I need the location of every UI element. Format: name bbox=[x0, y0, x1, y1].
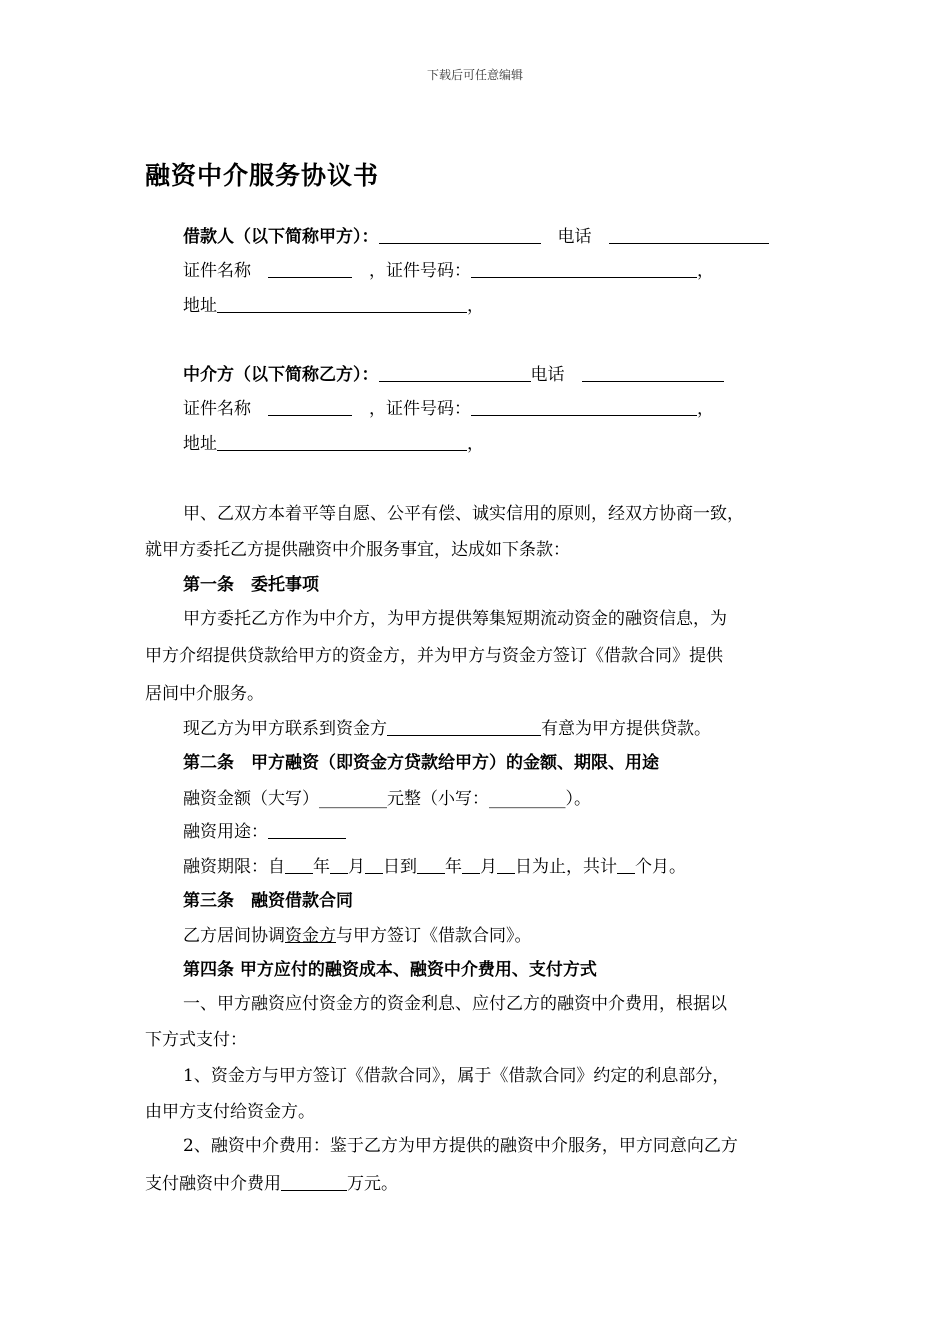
article-4-text: 由甲方支付给资金方。 bbox=[145, 1102, 315, 1122]
fee-text-after: 万元。 bbox=[347, 1174, 398, 1194]
party-b-line bbox=[183, 363, 724, 387]
party-b-address-field[interactable] bbox=[217, 432, 467, 451]
party-a-id-number-label: ，证件号码： bbox=[369, 261, 471, 281]
end-month-field[interactable] bbox=[462, 855, 480, 874]
period-text: 融资期限：自 bbox=[183, 857, 285, 877]
article-4-text: 下方式支付： bbox=[145, 1030, 247, 1050]
party-a-id-number-field[interactable] bbox=[471, 259, 697, 278]
article-3-heading: 第三条 融资借款合同 bbox=[183, 891, 353, 911]
party-b-id-number-label: ，证件号码： bbox=[369, 399, 471, 419]
period-text: 年 bbox=[313, 857, 330, 877]
party-a-id-type-label: 证件名称 bbox=[183, 261, 251, 281]
article-1-heading: 第一条 委托事项 bbox=[183, 575, 319, 595]
party-b-label: 中介方（以下简称乙方）： bbox=[183, 365, 379, 385]
party-b-id-type-label: 证件名称 bbox=[183, 399, 251, 419]
party-b-name-field[interactable] bbox=[379, 363, 531, 382]
period-text: 年 bbox=[445, 857, 462, 877]
financing-period-line bbox=[183, 855, 686, 879]
party-a-phone-field[interactable] bbox=[609, 225, 769, 244]
party-b-address-label: 地址 bbox=[183, 434, 217, 454]
article-1-funder-before: 现乙方为甲方联系到资金方 bbox=[183, 719, 387, 739]
party-a-address-line bbox=[183, 294, 484, 318]
intro-line-1: 甲、乙双方本着平等自愿、公平有偿、诚实信用的原则，经双方协商一致， bbox=[183, 504, 744, 524]
party-a-label: 借款人（以下简称甲方）： bbox=[183, 227, 379, 247]
funder-name-field[interactable] bbox=[387, 717, 541, 736]
article-4-text: 一、甲方融资应付资金方的资金利息、应付乙方的融资中介费用，根据以 bbox=[183, 994, 727, 1014]
article-4-fee-line bbox=[145, 1172, 398, 1196]
comma: ， bbox=[467, 296, 484, 316]
party-a-name-field[interactable] bbox=[379, 225, 541, 244]
financing-purpose-field[interactable] bbox=[268, 820, 346, 839]
article-1-funder-line bbox=[183, 717, 711, 741]
end-year-field[interactable] bbox=[417, 855, 445, 874]
comma: ， bbox=[697, 261, 714, 281]
party-b-phone-label: 电话 bbox=[530, 365, 565, 385]
period-text: 月 bbox=[480, 857, 497, 877]
article-4-text: 1、资金方与甲方签订《借款合同》，属于《借款合同》约定的利息部分， bbox=[183, 1066, 730, 1086]
party-a-line bbox=[183, 225, 769, 249]
period-text: 日到 bbox=[383, 857, 417, 877]
financing-purpose-line bbox=[183, 820, 346, 844]
document-title: 融资中介服务协议书 bbox=[145, 161, 380, 190]
start-day-field[interactable] bbox=[365, 855, 383, 874]
party-a-id-type-field[interactable] bbox=[268, 259, 352, 278]
start-month-field[interactable] bbox=[330, 855, 348, 874]
period-text: 月 bbox=[348, 857, 365, 877]
financing-amount-line: 融资金额（大写）________元整（小写：_________）。 bbox=[183, 789, 591, 809]
party-a-id-line bbox=[183, 259, 714, 283]
financing-purpose-label: 融资用途： bbox=[183, 822, 268, 842]
intro-line-2: 就甲方委托乙方提供融资中介服务事宜，达成如下条款： bbox=[145, 540, 570, 560]
article-3-text-after: 与甲方签订《借款合同》。 bbox=[336, 926, 532, 946]
comma: ， bbox=[697, 399, 714, 419]
party-b-phone-field[interactable] bbox=[582, 363, 724, 382]
period-text: 日为止，共计 bbox=[515, 857, 617, 877]
header-note: 下载后可任意编辑 bbox=[426, 68, 523, 82]
party-b-id-type-field[interactable] bbox=[268, 397, 352, 416]
article-4-heading: 第四条 甲方应付的融资成本、融资中介费用、支付方式 bbox=[183, 960, 597, 980]
article-2-heading: 第二条 甲方融资（即资金方贷款给甲方）的金额、期限、用途 bbox=[183, 753, 659, 773]
article-1-text: 甲方介绍提供贷款给甲方的资金方，并为甲方与资金方签订《借款合同》提供 bbox=[145, 646, 723, 666]
article-1-funder-after: 有意为甲方提供贷款。 bbox=[541, 719, 711, 739]
party-a-phone-label: 电话 bbox=[557, 227, 592, 247]
article-1-text: 居间中介服务。 bbox=[145, 684, 264, 704]
party-a-address-label: 地址 bbox=[183, 296, 217, 316]
fee-amount-field[interactable] bbox=[281, 1172, 347, 1191]
comma: ， bbox=[467, 434, 484, 454]
months-field[interactable] bbox=[617, 855, 635, 874]
party-b-id-number-field[interactable] bbox=[471, 397, 697, 416]
article-3-text bbox=[183, 924, 532, 948]
period-text: 个月。 bbox=[635, 857, 686, 877]
article-3-text-before: 乙方居间协调 bbox=[183, 926, 285, 946]
end-day-field[interactable] bbox=[497, 855, 515, 874]
party-a-address-field[interactable] bbox=[217, 294, 467, 313]
article-3-funder: 资金方 bbox=[285, 926, 336, 946]
article-1-text: 甲方委托乙方作为中介方，为甲方提供筹集短期流动资金的融资信息，为 bbox=[183, 609, 727, 629]
article-4-text: 2、融资中介费用：鉴于乙方为甲方提供的融资中介服务，甲方同意向乙方 bbox=[183, 1136, 738, 1156]
party-b-id-line bbox=[183, 397, 714, 421]
start-year-field[interactable] bbox=[285, 855, 313, 874]
party-b-address-line bbox=[183, 432, 484, 456]
fee-text-before: 支付融资中介费用 bbox=[145, 1174, 281, 1194]
